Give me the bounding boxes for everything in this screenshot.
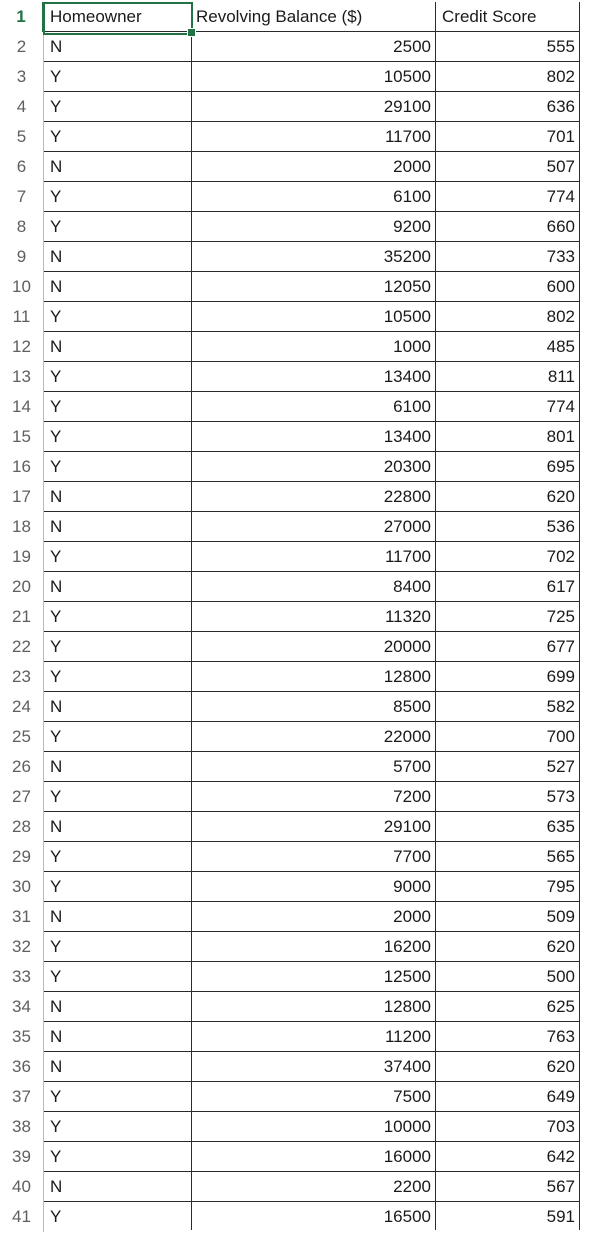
- revolving-balance-cell[interactable]: 9000: [192, 872, 436, 902]
- homeowner-cell[interactable]: Y: [44, 962, 192, 992]
- row-header[interactable]: 16: [0, 452, 44, 482]
- row-header[interactable]: 24: [0, 692, 44, 722]
- revolving-balance-cell[interactable]: 20000: [192, 632, 436, 662]
- credit-score-cell[interactable]: 802: [436, 62, 580, 92]
- table-row: [0, 542, 590, 572]
- revolving-balance-cell[interactable]: 11200: [192, 1022, 436, 1052]
- credit-score-cell[interactable]: 695: [436, 452, 580, 482]
- credit-score-cell[interactable]: 635: [436, 812, 580, 842]
- revolving-balance-cell[interactable]: 27000: [192, 512, 436, 542]
- revolving-balance-cell[interactable]: 13400: [192, 422, 436, 452]
- revolving-balance-cell[interactable]: 8400: [192, 572, 436, 602]
- table-row: [0, 902, 590, 932]
- table-row: [0, 812, 590, 842]
- row-header[interactable]: 17: [0, 482, 44, 512]
- homeowner-cell[interactable]: Y: [44, 422, 192, 452]
- row-header[interactable]: 12: [0, 332, 44, 362]
- row-header[interactable]: 13: [0, 362, 44, 392]
- credit-score-cell[interactable]: 617: [436, 572, 580, 602]
- row-header[interactable]: 11: [0, 302, 44, 332]
- homeowner-cell[interactable]: Y: [44, 302, 192, 332]
- homeowner-cell[interactable]: Y: [44, 542, 192, 572]
- homeowner-cell[interactable]: Y: [44, 842, 192, 872]
- revolving-balance-cell[interactable]: 2000: [192, 152, 436, 182]
- homeowner-cell[interactable]: Y: [44, 602, 192, 632]
- table-row: [0, 422, 590, 452]
- row-header[interactable]: 9: [0, 242, 44, 272]
- row-header[interactable]: 27: [0, 782, 44, 812]
- table-row: [0, 302, 590, 332]
- row-header[interactable]: 31: [0, 902, 44, 932]
- table-row: [0, 572, 590, 602]
- table-row: [0, 272, 590, 302]
- homeowner-cell[interactable]: N: [44, 992, 192, 1022]
- revolving-balance-cell[interactable]: 11700: [192, 542, 436, 572]
- table-row: [0, 1172, 590, 1202]
- revolving-balance-cell[interactable]: 6100: [192, 392, 436, 422]
- row-header-1[interactable]: 1: [0, 2, 44, 32]
- homeowner-cell[interactable]: Y: [44, 1082, 192, 1112]
- table-row: [0, 962, 590, 992]
- homeowner-cell[interactable]: Y: [44, 182, 192, 212]
- fill-handle[interactable]: [187, 28, 196, 37]
- row-header[interactable]: 40: [0, 1172, 44, 1202]
- credit-score-cell[interactable]: 509: [436, 902, 580, 932]
- revolving-balance-cell[interactable]: 12800: [192, 662, 436, 692]
- credit-score-cell[interactable]: 565: [436, 842, 580, 872]
- revolving-balance-cell[interactable]: 10500: [192, 302, 436, 332]
- table-row: [0, 482, 590, 512]
- homeowner-cell[interactable]: Y: [44, 872, 192, 902]
- table-row: [0, 782, 590, 812]
- row-header[interactable]: 15: [0, 422, 44, 452]
- table-row: [0, 992, 590, 1022]
- credit-score-cell[interactable]: 774: [436, 392, 580, 422]
- revolving-balance-cell[interactable]: 20300: [192, 452, 436, 482]
- homeowner-cell[interactable]: N: [44, 1052, 192, 1082]
- revolving-balance-cell[interactable]: 2200: [192, 1172, 436, 1202]
- table-row: [0, 452, 590, 482]
- credit-score-cell[interactable]: 699: [436, 662, 580, 692]
- revolving-balance-cell[interactable]: 10500: [192, 62, 436, 92]
- homeowner-cell[interactable]: Y: [44, 392, 192, 422]
- row-header[interactable]: 34: [0, 992, 44, 1022]
- credit-score-cell[interactable]: 801: [436, 422, 580, 452]
- header-cell-homeowner[interactable]: Homeowner: [44, 2, 192, 32]
- row-header[interactable]: 14: [0, 392, 44, 422]
- revolving-balance-cell[interactable]: 2000: [192, 902, 436, 932]
- row-header[interactable]: 37: [0, 1082, 44, 1112]
- row-header[interactable]: 32: [0, 932, 44, 962]
- homeowner-cell[interactable]: Y: [44, 1202, 192, 1232]
- row-header[interactable]: 28: [0, 812, 44, 842]
- table-row: [0, 1082, 590, 1112]
- credit-score-cell[interactable]: 600: [436, 272, 580, 302]
- homeowner-cell[interactable]: N: [44, 692, 192, 722]
- revolving-balance-cell[interactable]: 8500: [192, 692, 436, 722]
- table-row: [0, 842, 590, 872]
- revolving-balance-cell[interactable]: 22800: [192, 482, 436, 512]
- homeowner-cell[interactable]: N: [44, 512, 192, 542]
- credit-score-cell[interactable]: 733: [436, 242, 580, 272]
- header-cell-revolving-balance[interactable]: Revolving Balance ($): [192, 2, 436, 32]
- revolving-balance-cell[interactable]: 11700: [192, 122, 436, 152]
- homeowner-cell[interactable]: Y: [44, 662, 192, 692]
- row-header[interactable]: 18: [0, 512, 44, 542]
- credit-score-cell[interactable]: 660: [436, 212, 580, 242]
- credit-score-cell[interactable]: 536: [436, 512, 580, 542]
- row-header[interactable]: 29: [0, 842, 44, 872]
- row-header[interactable]: 33: [0, 962, 44, 992]
- table-row: [0, 932, 590, 962]
- credit-score-cell[interactable]: 703: [436, 1112, 580, 1142]
- revolving-balance-cell[interactable]: 7500: [192, 1082, 436, 1112]
- table-row: [0, 722, 590, 752]
- revolving-balance-cell[interactable]: 22000: [192, 722, 436, 752]
- credit-score-cell[interactable]: 620: [436, 482, 580, 512]
- table-row: [0, 1022, 590, 1052]
- row-header[interactable]: 23: [0, 662, 44, 692]
- table-row: [0, 62, 590, 92]
- homeowner-cell[interactable]: N: [44, 272, 192, 302]
- revolving-balance-cell[interactable]: 1000: [192, 332, 436, 362]
- revolving-balance-cell[interactable]: 10000: [192, 1112, 436, 1142]
- table-row: [0, 212, 590, 242]
- row-header[interactable]: 8: [0, 212, 44, 242]
- revolving-balance-cell[interactable]: 16200: [192, 932, 436, 962]
- table-row: [0, 1112, 590, 1142]
- row-header[interactable]: 21: [0, 602, 44, 632]
- row-header[interactable]: 19: [0, 542, 44, 572]
- row-header[interactable]: 36: [0, 1052, 44, 1082]
- row-header[interactable]: 2: [0, 32, 44, 62]
- credit-score-cell[interactable]: 485: [436, 332, 580, 362]
- table-row: [0, 242, 590, 272]
- row-header[interactable]: 10: [0, 272, 44, 302]
- homeowner-cell[interactable]: Y: [44, 92, 192, 122]
- revolving-balance-cell[interactable]: 16000: [192, 1142, 436, 1172]
- revolving-balance-cell[interactable]: 7200: [192, 782, 436, 812]
- revolving-balance-cell[interactable]: 35200: [192, 242, 436, 272]
- table-row: [0, 92, 590, 122]
- homeowner-cell[interactable]: N: [44, 1022, 192, 1052]
- row-header[interactable]: 30: [0, 872, 44, 902]
- credit-score-cell[interactable]: 527: [436, 752, 580, 782]
- revolving-balance-cell[interactable]: 16500: [192, 1202, 436, 1232]
- row-header[interactable]: 6: [0, 152, 44, 182]
- homeowner-cell[interactable]: Y: [44, 452, 192, 482]
- credit-score-cell[interactable]: 620: [436, 1052, 580, 1082]
- credit-score-cell[interactable]: 500: [436, 962, 580, 992]
- homeowner-cell[interactable]: N: [44, 1172, 192, 1202]
- credit-score-cell[interactable]: 795: [436, 872, 580, 902]
- homeowner-cell[interactable]: N: [44, 902, 192, 932]
- credit-score-cell[interactable]: 649: [436, 1082, 580, 1112]
- row-header[interactable]: 38: [0, 1112, 44, 1142]
- revolving-balance-cell[interactable]: 29100: [192, 92, 436, 122]
- credit-score-cell[interactable]: 725: [436, 602, 580, 632]
- homeowner-cell[interactable]: Y: [44, 212, 192, 242]
- credit-score-cell[interactable]: 701: [436, 122, 580, 152]
- homeowner-cell[interactable]: Y: [44, 782, 192, 812]
- revolving-balance-cell[interactable]: 2500: [192, 32, 436, 62]
- table-row: [0, 332, 590, 362]
- revolving-balance-cell[interactable]: 37400: [192, 1052, 436, 1082]
- table-row: [0, 1142, 590, 1172]
- row-header[interactable]: 41: [0, 1202, 44, 1232]
- table-row: [0, 152, 590, 182]
- homeowner-cell[interactable]: N: [44, 152, 192, 182]
- homeowner-cell[interactable]: Y: [44, 1142, 192, 1172]
- homeowner-cell[interactable]: N: [44, 572, 192, 602]
- revolving-balance-cell[interactable]: 29100: [192, 812, 436, 842]
- revolving-balance-cell[interactable]: 11320: [192, 602, 436, 632]
- homeowner-cell[interactable]: N: [44, 482, 192, 512]
- table-row: [0, 1202, 590, 1232]
- credit-score-cell[interactable]: 591: [436, 1202, 580, 1232]
- table-row: [0, 872, 590, 902]
- homeowner-cell[interactable]: N: [44, 752, 192, 782]
- table-row: [0, 182, 590, 212]
- table-row: [0, 512, 590, 542]
- table-row: [0, 392, 590, 422]
- credit-score-cell[interactable]: 555: [436, 32, 580, 62]
- credit-score-cell[interactable]: 625: [436, 992, 580, 1022]
- credit-score-cell[interactable]: 700: [436, 722, 580, 752]
- table-row: [0, 32, 590, 62]
- credit-score-cell[interactable]: 811: [436, 362, 580, 392]
- revolving-balance-cell[interactable]: 13400: [192, 362, 436, 392]
- revolving-balance-cell[interactable]: 7700: [192, 842, 436, 872]
- homeowner-cell[interactable]: Y: [44, 632, 192, 662]
- row-header[interactable]: 39: [0, 1142, 44, 1172]
- row-header[interactable]: 7: [0, 182, 44, 212]
- row-header[interactable]: 22: [0, 632, 44, 662]
- credit-score-cell[interactable]: 567: [436, 1172, 580, 1202]
- revolving-balance-cell[interactable]: 9200: [192, 212, 436, 242]
- credit-score-cell[interactable]: 702: [436, 542, 580, 572]
- homeowner-cell[interactable]: Y: [44, 722, 192, 752]
- row-header[interactable]: 25: [0, 722, 44, 752]
- table-row: [0, 632, 590, 662]
- table-row: [0, 362, 590, 392]
- homeowner-cell[interactable]: Y: [44, 1112, 192, 1142]
- homeowner-cell[interactable]: Y: [44, 362, 192, 392]
- homeowner-cell[interactable]: Y: [44, 62, 192, 92]
- homeowner-cell[interactable]: N: [44, 332, 192, 362]
- revolving-balance-cell[interactable]: 5700: [192, 752, 436, 782]
- table-row: [0, 1052, 590, 1082]
- row-header[interactable]: 5: [0, 122, 44, 152]
- credit-score-cell[interactable]: 507: [436, 152, 580, 182]
- table-row: [0, 692, 590, 722]
- row-header[interactable]: 3: [0, 62, 44, 92]
- row-header[interactable]: 35: [0, 1022, 44, 1052]
- credit-score-cell[interactable]: 774: [436, 182, 580, 212]
- homeowner-cell[interactable]: Y: [44, 932, 192, 962]
- revolving-balance-cell[interactable]: 12500: [192, 962, 436, 992]
- credit-score-cell[interactable]: 573: [436, 782, 580, 812]
- table-row: [0, 602, 590, 632]
- revolving-balance-cell[interactable]: 12800: [192, 992, 436, 1022]
- credit-score-cell[interactable]: 636: [436, 92, 580, 122]
- revolving-balance-cell[interactable]: 12050: [192, 272, 436, 302]
- header-row: [0, 2, 590, 32]
- table-row: [0, 122, 590, 152]
- table-row: [0, 662, 590, 692]
- credit-score-cell[interactable]: 620: [436, 932, 580, 962]
- row-header[interactable]: 4: [0, 92, 44, 122]
- credit-score-cell[interactable]: 642: [436, 1142, 580, 1172]
- credit-score-cell[interactable]: 582: [436, 692, 580, 722]
- header-cell-credit-score[interactable]: Credit Score: [436, 2, 580, 32]
- homeowner-cell[interactable]: Y: [44, 122, 192, 152]
- revolving-balance-cell[interactable]: 6100: [192, 182, 436, 212]
- credit-score-cell[interactable]: 677: [436, 632, 580, 662]
- row-header[interactable]: 26: [0, 752, 44, 782]
- row-header[interactable]: 20: [0, 572, 44, 602]
- credit-score-cell[interactable]: 802: [436, 302, 580, 332]
- table-row: [0, 752, 590, 782]
- next-row-edge: [44, 1230, 580, 1236]
- homeowner-cell[interactable]: N: [44, 32, 192, 62]
- homeowner-cell[interactable]: N: [44, 242, 192, 272]
- credit-score-cell[interactable]: 763: [436, 1022, 580, 1052]
- homeowner-cell[interactable]: N: [44, 812, 192, 842]
